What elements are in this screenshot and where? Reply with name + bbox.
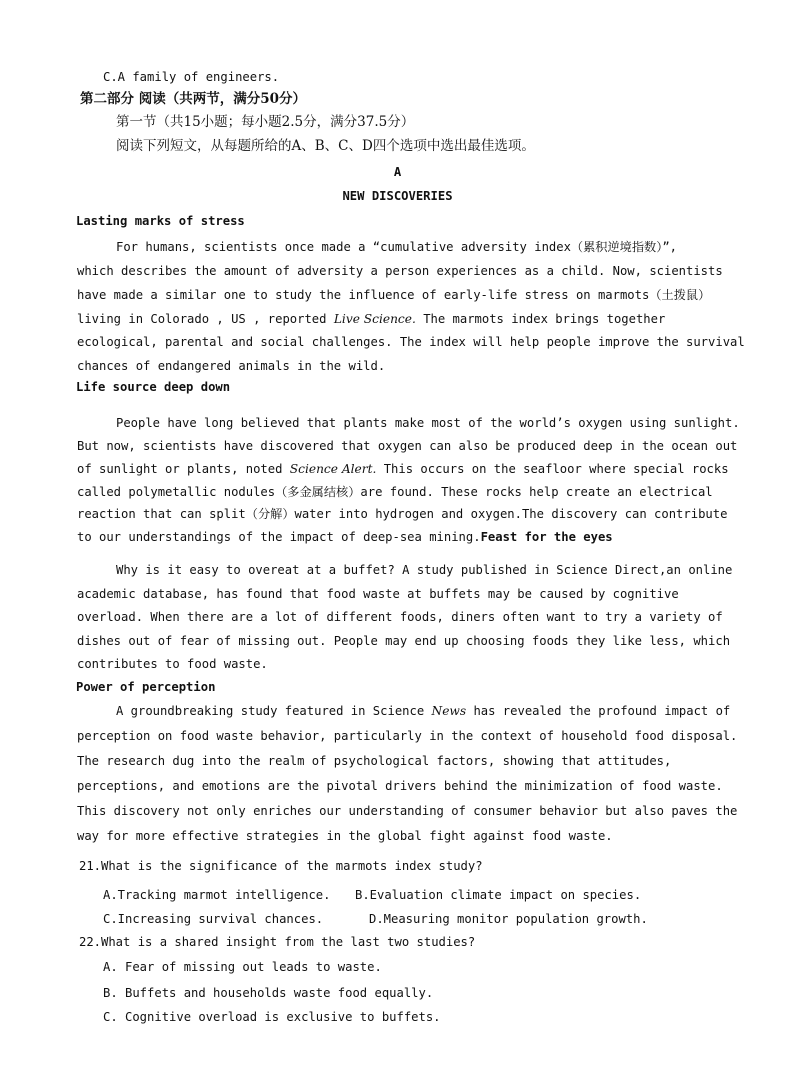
paragraph-line: [77, 529, 613, 545]
source-name: Science Alert.: [289, 462, 377, 476]
paragraph-line: [77, 461, 729, 477]
question-21-stem: 21.What is the significance of the marmots index study?: [79, 859, 483, 873]
paragraph-line: dishes out of fear of missing out. People may end up choosing foods they like less, which: [77, 634, 731, 648]
passage-title: NEW DISCOVERIES: [342, 189, 453, 203]
part2-heading: 第二部分 阅读（共两节，满分50分）: [80, 91, 306, 107]
paragraph-line: have made a similar one to study the influence of early-life stress on marmots（土拨鼠）: [77, 288, 711, 302]
paragraph-line: This discovery not only enriches our understanding of consumer behavior but also paves the: [77, 804, 738, 818]
paragraph-line: overload. When there are a lot of different foods, diners often want to try a variety of: [77, 610, 723, 624]
section1-heading: 第一节（共15小题；每小题2.5分，满分37.5分）: [116, 114, 415, 130]
paragraph-line: way for more effective strategies in the global fight against food waste.: [77, 829, 613, 843]
paragraph-line: [116, 703, 730, 719]
question-22-option-b: B. Buffets and households waste food equally.: [103, 986, 434, 1000]
question-21-option-b: B.Evaluation climate impact on species.: [355, 888, 642, 902]
question-21-option-c: C.Increasing survival chances.: [103, 912, 324, 926]
question-22-option-c: C. Cognitive overload is exclusive to buffets.: [103, 1010, 441, 1024]
paragraph-line: called polymetallic nodules（多金属结核）are found. These rocks help create an electrical: [77, 485, 713, 499]
paragraph-line: perceptions, and emotions are the pivotal drivers behind the minimization of food waste.: [77, 779, 723, 793]
paragraph-line: reaction that can split（分解）water into hydrogen and oxygen.The discovery can contribute: [77, 507, 728, 521]
paragraph-line: chances of endangered animals in the wild.: [77, 359, 386, 373]
paragraph-line: ecological, parental and social challenges. The index will help people improve the survival: [77, 335, 745, 349]
question-21-option-a: A.Tracking marmot intelligence.: [103, 888, 331, 902]
question-21-option-d: D.Measuring monitor population growth.: [369, 912, 648, 926]
paragraph-line: perception on food waste behavior, particularly in the context of household food disposal.: [77, 729, 738, 743]
paragraph-line: For humans, scientists once made a “cumulative adversity index（累积逆境指数）”,: [116, 240, 677, 254]
passage-letter: A: [393, 165, 402, 179]
paragraph-line: academic database, has found that food waste at buffets may be caused by cognitive: [77, 587, 679, 601]
text-segment: has revealed the profound impact of: [473, 704, 731, 718]
paragraph-line: which describes the amount of adversity a person experiences as a child. Now, scientists: [77, 264, 723, 278]
text-segment: This occurs on the seafloor where special rocks: [383, 462, 729, 476]
instructions: 阅读下列短文，从每题所给的A、B、C、D四个选项中选出最佳选项。: [116, 138, 535, 154]
paragraph-line: Why is it easy to overeat at a buffet? A study published in Science Direct,an online: [116, 563, 733, 577]
section-heading-feast: Feast for the eyes: [480, 530, 613, 544]
paragraph-line: People have long believed that plants make most of the world’s oxygen using sunlight.: [116, 416, 740, 430]
source-name: News: [431, 704, 467, 718]
text-segment: A groundbreaking study featured in Science: [116, 704, 425, 718]
paragraph-line: [77, 311, 665, 327]
section-heading-stress: Lasting marks of stress: [76, 214, 245, 228]
paragraph-line: The research dug into the realm of psychological factors, showing that attitudes,: [77, 754, 672, 768]
text-segment: The marmots index brings together: [423, 312, 666, 326]
text-segment: to our understandings of the impact of deep-sea mining.: [77, 530, 481, 544]
section-heading-perception: Power of perception: [76, 680, 216, 694]
section-heading-life-source: Life source deep down: [76, 380, 231, 394]
paragraph-line: contributes to food waste.: [77, 657, 268, 671]
source-name: Live Science.: [333, 312, 416, 326]
paragraph-line: But now, scientists have discovered that oxygen can also be produced deep in the ocean out: [77, 439, 738, 453]
question-22-stem: 22.What is a shared insight from the last two studies?: [79, 935, 476, 949]
text-segment: of sunlight or plants, noted: [77, 462, 283, 476]
prev-option-c: C.A family of engineers.: [103, 70, 280, 84]
text-segment: living in Colorado , US , reported: [77, 312, 327, 326]
question-22-option-a: A. Fear of missing out leads to waste.: [103, 960, 382, 974]
